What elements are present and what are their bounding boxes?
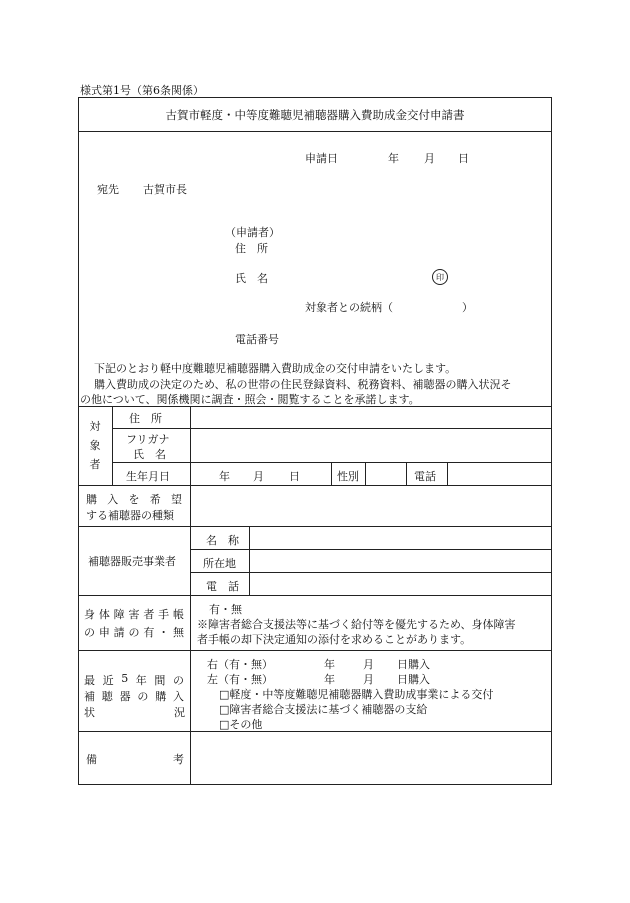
date-day-label: 日	[458, 152, 469, 165]
history-option-support-act[interactable]: □障害者総合支援法に基づく補聴器の支給	[219, 703, 428, 716]
device-type-label-line-2: する補聴器の種類	[86, 509, 174, 522]
table-border-bottom	[78, 784, 552, 785]
history-label-line-3b: 況	[174, 706, 185, 719]
form-number: 様式第1号（第6条関係）	[80, 84, 204, 97]
date-year-label: 年	[388, 152, 399, 165]
sex-cell-right	[365, 462, 366, 486]
applicant-heading: （申請者）	[225, 226, 280, 239]
vendor-label-divider	[249, 526, 250, 596]
disability-label-line-1: 身 体 障 害 者 手 帳	[84, 608, 184, 621]
vendor-name-label: 名 称	[206, 534, 239, 547]
remarks-label-a: 備	[86, 753, 97, 766]
left-year-label: 年	[324, 673, 335, 686]
vendor-phone-label: 電 話	[206, 580, 239, 593]
birth-month-label: 月	[253, 470, 264, 483]
subject-row-divider-2	[112, 462, 552, 463]
statement-line-1: 下記のとおり軽中度難聴児補聴器購入費助成金の交付申請をいたします。	[94, 362, 457, 375]
subject-row-divider-1	[112, 428, 552, 429]
table-border-right	[551, 97, 552, 785]
disability-note-line-1: ※障害者総合支援法等に基づく給付等を優先するため、身体障害	[197, 618, 516, 631]
subject-label-divider	[112, 406, 113, 486]
subject-furigana-label: フリガナ	[126, 433, 170, 446]
right-month-label: 月	[363, 658, 374, 671]
vendor-bottom	[78, 595, 552, 596]
relation-label: 対象者との続柄（	[305, 301, 393, 314]
left-ear-label: 左（有・無）	[207, 673, 273, 686]
disability-bottom	[78, 650, 552, 651]
history-label-line-1: 最 近 5 年 間 の	[84, 672, 184, 687]
phone-cell-left	[406, 462, 407, 486]
applicant-name-label: 氏 名	[235, 272, 268, 285]
vendor-location-label: 所在地	[203, 557, 236, 570]
vendor-row-divider-2	[190, 572, 552, 573]
date-month-label: 月	[424, 152, 435, 165]
right-ear-label: 右（有・無）	[207, 658, 273, 671]
addressee-value: 古賀市長	[143, 183, 187, 196]
birth-day-label: 日	[289, 470, 300, 483]
history-option-other[interactable]: □その他	[219, 718, 263, 731]
relation-close: ）	[462, 301, 473, 314]
subject-name-label: 氏 名	[133, 448, 166, 461]
history-label-line-2: 補 聴 器 の 購 入	[84, 690, 184, 703]
right-purchase-label: 日購入	[397, 658, 430, 671]
addressee-label: 宛先	[97, 183, 119, 196]
disability-value: 有・無	[209, 603, 242, 616]
table-border-top	[78, 97, 552, 98]
birth-year-label: 年	[219, 470, 230, 483]
left-purchase-label: 日購入	[397, 673, 430, 686]
applicant-address-label: 住 所	[235, 242, 268, 255]
sex-label: 性別	[337, 470, 359, 483]
statement-line-3: の他について、関係機関に調査・照会・閲覧することを承諾します。	[80, 393, 420, 406]
history-label-line-3a: 状	[84, 706, 95, 719]
device-type-label-line-1: 購 入 を 希 望	[86, 493, 182, 506]
history-option-subsidy[interactable]: □軽度・中等度難聴児補聴器購入費助成事業による交付	[219, 688, 494, 701]
birthdate-label: 生年月日	[126, 470, 170, 483]
vendor-label: 補聴器販売事業者	[88, 555, 176, 568]
subject-label: 対 象 者	[89, 420, 101, 471]
statement-line-2: 購入費助成の決定のため、私の世帯の住民登録資料、税務資料、補聴器の購入状況そ	[94, 378, 512, 391]
table-border-left	[78, 97, 79, 785]
applicant-phone-label: 電話番号	[235, 333, 279, 346]
left-month-label: 月	[363, 673, 374, 686]
phone-cell-right	[447, 462, 448, 486]
application-date-label: 申請日	[305, 152, 338, 165]
sex-cell-left	[331, 462, 332, 486]
seal-mark: 印	[432, 269, 448, 285]
right-year-label: 年	[324, 658, 335, 671]
form-title: 古賀市軽度・中等度難聴児補聴器購入費助成金交付申請書	[165, 108, 465, 122]
remarks-label-b: 考	[173, 753, 184, 766]
subject-bottom	[78, 485, 552, 486]
history-bottom	[78, 731, 552, 732]
label-column-divider	[190, 406, 191, 785]
disability-label-line-2: の 申 請 の 有 ・ 無	[84, 626, 184, 639]
device-type-bottom	[78, 526, 552, 527]
subject-address-label: 住 所	[129, 412, 162, 425]
vendor-row-divider-1	[190, 549, 552, 550]
title-divider	[78, 131, 552, 132]
disability-note-line-2: 者手帳の却下決定通知の添付を求めることがあります。	[197, 633, 472, 646]
subject-phone-label: 電話	[414, 470, 436, 483]
